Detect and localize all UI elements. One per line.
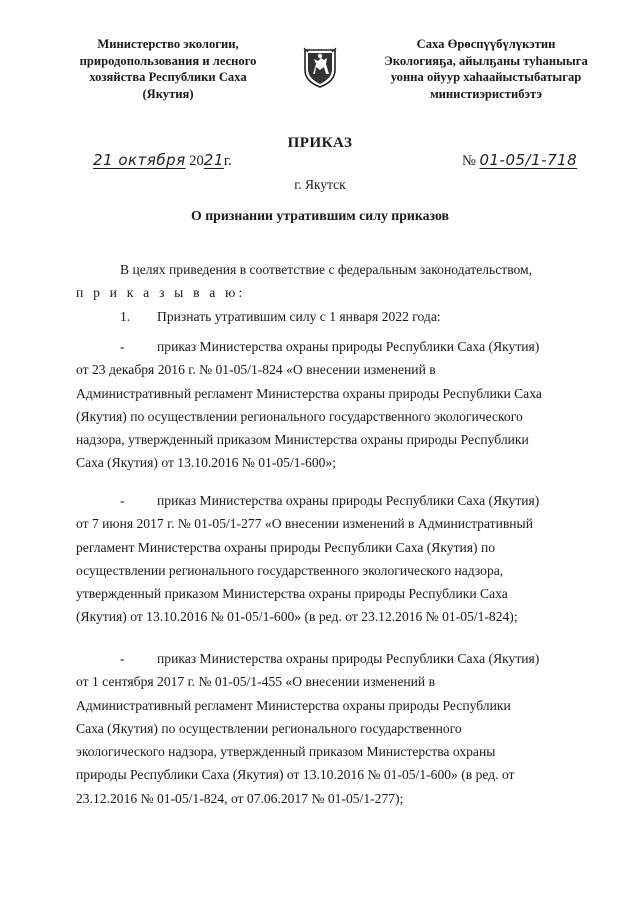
order-date-year-prefix: 20 bbox=[189, 153, 204, 169]
ministry-ru-line: хозяйства Республики Саха bbox=[89, 70, 247, 84]
bullet-line: от 1 сентября 2017 г. № 01-05/1-455 «О внесении изменений в bbox=[76, 674, 436, 690]
bullet-line: Саха (Якутия) по осуществлении регионального государственного bbox=[76, 720, 462, 736]
item-1-marker: 1. bbox=[120, 308, 131, 324]
bullet-text: приказ Министерства охраны природы Республики Саха (Якутия) bbox=[157, 493, 540, 508]
order-city: г. Якутск bbox=[294, 177, 346, 192]
ministry-sah-line: уонна ойуур хаһаайыстыбатыгар bbox=[390, 70, 582, 84]
bullet-line: Административный регламент Министерства охраны природы Республики bbox=[76, 697, 511, 713]
bullet-item-3 bbox=[76, 647, 598, 810]
order-date bbox=[93, 151, 232, 170]
order-subject: О признании утратившим силу приказов bbox=[191, 208, 449, 223]
ministry-sah-line: Экологияҕа, айылҕаны туһаныыга bbox=[384, 53, 588, 68]
dash-marker: - bbox=[120, 651, 125, 666]
intro-paragraph bbox=[76, 258, 598, 328]
bullet-text: приказ Министерства охраны природы Республики Саха (Якутия) bbox=[157, 339, 540, 354]
bullet-line: Саха (Якутия) от 13.10.2016 № 01-05/1-600»; bbox=[76, 455, 337, 471]
dash-marker: - bbox=[120, 493, 125, 508]
bullet-text: приказ Министерства охраны природы Республики Саха (Якутия) bbox=[157, 651, 540, 666]
ministry-ru-line: Министерство экологии, bbox=[97, 37, 239, 51]
ministry-sah-line: Саха Өрөспүүбүлүкэтин bbox=[416, 37, 556, 51]
bullet-line: от 7 июня 2017 г. № 01-05/1-277 «О внесении изменений в Административный bbox=[76, 516, 533, 532]
order-date-year-handwritten: 21 bbox=[203, 151, 224, 169]
intro-text: В целях приведения в соответствие с федеральным законодательством, bbox=[120, 262, 533, 277]
bullet-line: (Якутия) от 13.10.2016 № 01-05/1-600» (в ред. от 23.12.2016 № 01-05/1-824); bbox=[76, 609, 518, 625]
bullet-first-line bbox=[76, 489, 598, 512]
bullet-first-line bbox=[76, 647, 598, 670]
bullet-item-2 bbox=[76, 489, 598, 629]
ministry-ru-line: природопользования и лесного bbox=[79, 53, 257, 68]
bullet-line: Административный регламент Министерства охраны природы Республики Саха bbox=[76, 385, 542, 401]
order-date-suffix: г. bbox=[223, 153, 232, 169]
bullet-line: экологического надзора, утвержденный приказом Министерства охраны bbox=[76, 744, 496, 760]
bullet-line: надзора, утвержденный приказом Министерства охраны природы Республики bbox=[76, 432, 529, 448]
bullet-first-line bbox=[76, 335, 598, 358]
bullet-line: осуществлении регионального государственного экологического надзора, bbox=[76, 562, 504, 578]
ministry-name-yakut bbox=[366, 36, 606, 102]
bullet-line: от 23 декабря 2016 г. № 01-05/1-824 «О внесении изменений в bbox=[76, 362, 436, 378]
bullet-line: (Якутия) по осуществлении регионального государственного экологического bbox=[76, 408, 523, 424]
order-number-prefix: № bbox=[462, 153, 476, 169]
order-number-handwritten: 01-05/1-718 bbox=[479, 151, 578, 169]
bullet-line: утвержденный приказом Министерства охраны природы Республики Саха bbox=[76, 586, 508, 602]
order-date-handwritten: 21 октября bbox=[93, 151, 186, 169]
item-1-text: Признать утратившим силу с 1 января 2022 года: bbox=[157, 308, 441, 324]
ministry-ru-line: (Якутия) bbox=[142, 86, 194, 101]
coat-of-arms-icon bbox=[302, 46, 338, 88]
decree-word: п р и к а з ы в а ю: bbox=[76, 285, 246, 301]
ministry-sah-line: министиэристибэтэ bbox=[430, 86, 542, 101]
order-title: ПРИКАЗ bbox=[287, 135, 353, 151]
item-1 bbox=[76, 305, 598, 328]
ministry-name-russian bbox=[58, 36, 278, 102]
bullet-line: природы Республики Саха (Якутия) от 13.10.2016 № 01-05/1-600» (в ред. от bbox=[76, 767, 515, 783]
dash-marker: - bbox=[120, 339, 125, 354]
order-number bbox=[462, 151, 577, 170]
bullet-item-1 bbox=[76, 335, 598, 475]
bullet-line: регламент Министерства охраны природы Республики Саха (Якутия) по bbox=[76, 539, 496, 555]
bullet-line: 23.12.2016 № 01-05/1-824, от 07.06.2017 № 01-05/1-277); bbox=[76, 790, 404, 806]
